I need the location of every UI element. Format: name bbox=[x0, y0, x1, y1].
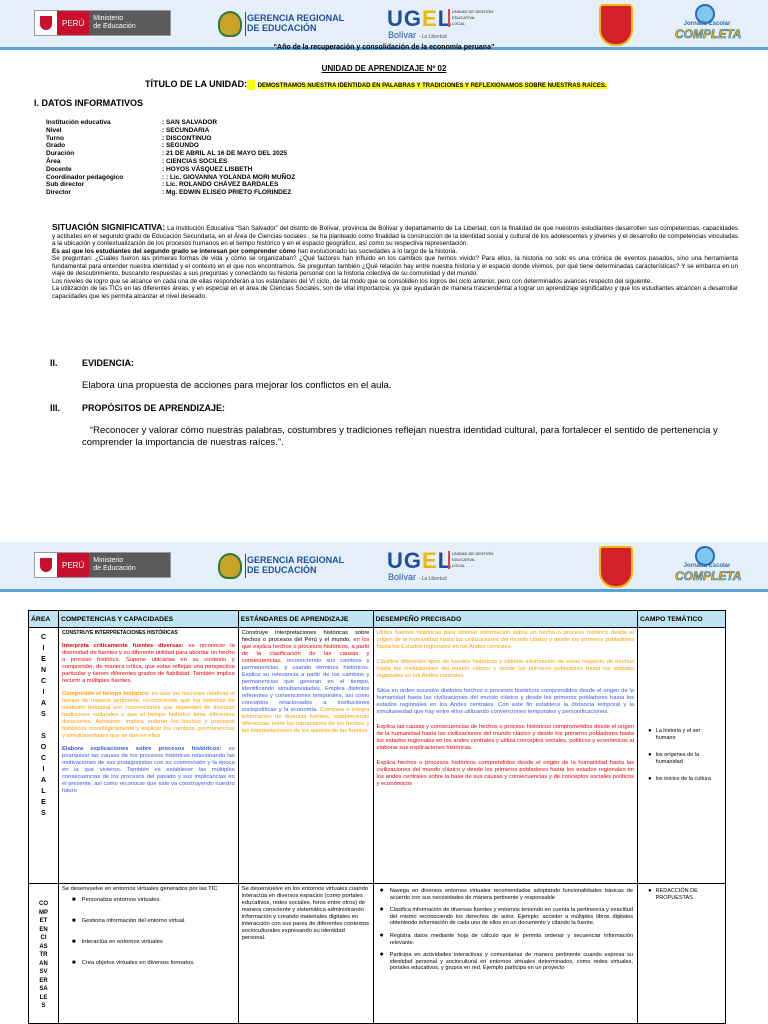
th-area: ÁREA bbox=[29, 611, 59, 628]
datos-informativos bbox=[46, 119, 295, 197]
desempeno-cell-2 bbox=[373, 884, 638, 1024]
jornada-completa-logo: Jornada Escolar COMPLETA bbox=[675, 546, 737, 588]
table-row bbox=[29, 628, 726, 884]
campo-tematico-item: ● los inicios de la cultura bbox=[648, 776, 719, 783]
datos-row bbox=[46, 119, 295, 127]
section-evidencia-num: II. bbox=[50, 358, 58, 368]
peru-shield-icon bbox=[35, 11, 57, 35]
desempeno-item: ● Navega en diversos entornos virtuales recomendados adoptando funcionalidades básicas de acuerdo con sus necesidades de manera pertinente y responsable bbox=[380, 888, 634, 901]
table-header-row bbox=[29, 611, 726, 628]
datos-row bbox=[46, 127, 295, 135]
desempeno-item: Explica las causas y consecuencias de hechos o proceso históricos comprometidos desde el origen de la humanidad hasta las civilizaciones del mundo clásico y desde los primeros pobladores hasta los estados regionales en los andes centrales y utiliza conceptos sociales, políticos y económicos al elaborar sus explicaciones históricas. bbox=[376, 724, 635, 751]
estandares-cell-2: Se desenvuelve en los entornos virtuales cuando interactúa en diversos espacios (como portales educativos, redes sociales, foros entre otros) de manera consciente y sistemática administrando información y creando materiales digitales en interacción con sus pares de diferentes contextos socioculturales expresando su identidad personal. bbox=[238, 884, 373, 1024]
desempeno-item: ● Participa en actividades interactivas y comunitarias de manera pertinente cuando expresa su identidad personal y sociocultural en entornos virtuales determinados, como redes virtuales, portales educativos, y grupos en red. Ejemplo participa en un proyecto bbox=[380, 952, 634, 972]
datos-row bbox=[46, 158, 295, 166]
datos-value: : SEGUNDO bbox=[162, 142, 199, 150]
datos-key: Duración bbox=[46, 150, 75, 158]
datos-row bbox=[46, 142, 295, 150]
datos-value: : SAN SALVADOR bbox=[162, 119, 218, 126]
datos-value: : CIENCIAS SOCILES bbox=[162, 157, 228, 165]
jornada-completa-logo: Jornada Escolar COMPLETA bbox=[675, 4, 737, 46]
th-competencias: COMPETENCIAS Y CAPACIDADES bbox=[58, 611, 238, 628]
capacidad-item: ■ Gestiona información del entorno virtual. bbox=[72, 918, 229, 925]
evidencia-text: Elabora una propuesta de acciones para mejorar los conflictos en el aula. bbox=[82, 380, 392, 391]
school-shield-icon bbox=[599, 546, 633, 588]
datos-value: : Mg. EDWIN ELISEO PRIETO FLORINDEZ bbox=[162, 189, 292, 197]
th-desempeno: DESEMPEÑO PRECISADO bbox=[373, 611, 638, 628]
datos-key: Institución educativa bbox=[46, 119, 111, 126]
datos-row bbox=[46, 181, 295, 189]
competencias-cell-2: Se desenvuelve en entornos virtuales generados por las TIC ■ Personaliza entornos virtuales. ■ Gestiona información del entorno virtual. ■ Interactúa en entornos virtuales ■ Crea objetos virtuales en diversos formatos. bbox=[58, 884, 238, 1024]
datos-key: Docente bbox=[46, 165, 72, 173]
datos-value: : DISCONTINUO bbox=[162, 134, 212, 142]
section-propositos-num: III. bbox=[50, 403, 61, 413]
matriz-competencias-table bbox=[28, 610, 726, 1024]
desempeno-item: Explica hechos o procesos históricos comprendidos desde el origen de la humanidad hasta las civilizaciones del mundo clásico y desde los primeros pobladores hasta los estados regionales en los andes centrales sobre la base de sus causas y consecuencias y de conceptos sociales políticos y económicos bbox=[376, 760, 635, 787]
school-shield-icon bbox=[599, 4, 633, 46]
th-estandares: ESTÁNDARES DE APRENDIZAJE bbox=[238, 611, 373, 628]
datos-key: Área bbox=[46, 157, 61, 165]
datos-row bbox=[46, 189, 295, 197]
section-propositos-heading: PROPÓSITOS DE APRENDIZAJE: bbox=[82, 403, 226, 413]
datos-value: : 21 DE ABRIL AL 16 DE MAYO DEL 2025 bbox=[162, 150, 287, 158]
section-datos-heading: I. DATOS INFORMATIVOS bbox=[34, 98, 144, 108]
campo-tematico-item: ● La historia y el ser humano bbox=[648, 728, 719, 742]
datos-key: Grado bbox=[46, 142, 66, 150]
table-row bbox=[29, 884, 726, 1024]
desempeno-item: Utiliza fuentes históricas para obtener información sobre un hecho o proceso histórico desde el origen de la humanidad hasta las civilizaciones del mundo clásico y desde los primeros pobladores hasta los Estados regionales en los Andes centrales. bbox=[376, 630, 635, 650]
datos-value: : HOYOS VÁSQUEZ LISBETH bbox=[162, 165, 253, 173]
ugel-logo: UGEL bbox=[387, 548, 453, 573]
th-campo: CAMPO TEMÁTICO bbox=[638, 611, 726, 628]
datos-key: Director bbox=[46, 189, 71, 197]
peru-shield-icon bbox=[35, 553, 57, 577]
unit-label: UNIDAD DE APRENDIZAJE Nº 02 bbox=[321, 64, 447, 73]
desempeno-item: ● Clasifica información de diversas fuentes y entornos teniendo en cuenta la pertinencia y exactitud del mismo reconociendo los derechos de autor. Ejemplo: acceder a múltiples libros digitales obteniendo información de cada uno de ellos en un documento y citando la fuente. bbox=[380, 907, 634, 927]
year-motto: “Año de la recuperación y consolidación de la economía peruana” bbox=[273, 44, 495, 51]
datos-value: : SECUNDARIA bbox=[162, 126, 210, 134]
area-cell: C I E N C I A S S O C I A L E S bbox=[29, 628, 59, 884]
propositos-text: “Reconocer y valorar cómo nuestras palabras, costumbres y tradiciones reflejan nuestra identidad cultural, para fortalecer el sentido de pertenencia y comprender la importancia de nuestras raíces.”. bbox=[82, 425, 718, 448]
desempeno-item: Clasifica diferentes tipos de fuentes históricas y obtiene información de estas respecto de hechos hasta las civilizaciones del mundo clásico y desde los primeros pobladores hasta los estados regionales en los Andes centrales. bbox=[376, 659, 635, 679]
datos-value: : : Lic. GIOVANNA YOLANDA MORI MUÑOZ bbox=[162, 173, 296, 181]
datos-row bbox=[46, 166, 295, 174]
competencias-cell: CONSTRUYE INTERPRETACIONES HISTÓRICAS Interpreta críticamente fuentes diversas: es reconocer la diversidad de fuentes y su diferente utilidad para abordar un hecho o proceso histórico. Supone ubicarlas en su contexto y comprender, de manera crítica, que estas reflejan una perspectiva particular y tienen diferentes grados de fiabilidad. También implica recurrir a múltiples fuentes. Comprende el tiempo histórico: es usar las nociones relativas al tiempo de manera pertinente, reconociendo que los sistemas de medición temporal son convenciones que dependen de diversas tradiciones culturales y que el tiempo histórico tiene diferentes duraciones. Asimismo, implica ordenar los hechos y procesos históricos cronológicamente y explicar los cambios, permanencias y simultaneidades que se dan en ellos. Elabora explicaciones sobre procesos históricos: es jerarquizar las causas de los procesos históricos relacionando las motivaciones de sus protagonistas con su cosmovisión y la época en la que vivieron. También es establecer las múltiples consecuencias de los procesos del pasado y sus implicancias en el presente, así como reconocer que este va construyendo nuestro futuro bbox=[58, 628, 238, 884]
regional-emblem-icon bbox=[218, 553, 242, 579]
page2-header-banner: PERÚ Ministerio de Educación GERENCIA REGIONAL DE EDUCACIÓN UGEL Bolívar - La Libertad UNIDAD DE GESTIÓN EDUCATIVA LOCAL Jornada Escolar COMPLETA bbox=[0, 542, 768, 592]
peru-minedu-logo: PERÚ Ministerio de Educación bbox=[34, 10, 171, 36]
gerencia-logo-text: GERENCIA REGIONAL DE EDUCACIÓN bbox=[247, 555, 345, 575]
datos-row bbox=[46, 135, 295, 143]
datos-key: Turno bbox=[46, 134, 64, 142]
section-evidencia-heading: EVIDENCIA: bbox=[82, 358, 135, 368]
page-header-banner: PERÚ Ministerio de Educación GERENCIA REGIONAL DE EDUCACIÓN UGEL Bolívar - La Libertad UNIDAD DE GESTIÓN EDUCATIVA LOCAL Jornada Escolar COMPLETA bbox=[0, 0, 768, 50]
desempeno-item: ● Registra datos mediante hoja de cálculo que le permita ordenar y secuenciar información relevante. bbox=[380, 933, 634, 946]
unit-title: TÍTULO DE LA UNIDAD: DEMOSTRAMOS NUESTRA IDENTIDAD EN PALABRAS Y TRADICIONES Y REFLEXIONAMOS SOBRE NUESTRAS RAÍCES. bbox=[145, 79, 607, 89]
regional-emblem-icon bbox=[218, 11, 242, 37]
gerencia-logo-text: GERENCIA REGIONAL DE EDUCACIÓN bbox=[247, 13, 345, 33]
campo-tematico-item: ● los orígenes de la humanidad bbox=[648, 752, 719, 766]
capacidad-item: ■ Personaliza entornos virtuales. bbox=[72, 897, 229, 904]
situacion-significativa: SITUACIÓN SIGNIFICATIVA: La Institución Educativa “San Salvador” del distrito de Bolívar, provincia de Bolívar y departamento de La Libertad, con la finalidad de que nuestros estudiantes desarrollen sus competencias, capacidades y actitudes en el segundo grado de Educación Secundaria, en el Área de Ciencias sociales , se ha planteado como finalidad la construcción de la identidad social y cultural de los adolescentes y jóvenes y el desarrollo de competencias vinculadas a la ubicación y contextualización de los procesos humanos en el tiempo histórico y en el espacio geográfico, así como su respectiva representación. Es así que los estudiantes del segundo grado se interesan por comprender cómo han evolucionado las sociedades a lo largo de la historia. Se preguntan: ¿Cuáles fueron las primeras formas de vida y cómo se organizaban? ¿Qué factores han influido en los cambios que hemos vivido? Para ellos, la historia no solo es una crónica de eventos pasados, sino una herramienta fundamental para entender nuestra identidad y el contexto en el que nos encontramos. Se preguntan también ¿Qué relación hay entre nuestra historia y el espacio donde vivimos, por qué tiene determinadas características? Y se embarca en un viaje de descubrimiento, buscando respuestas a sus preguntas y conectando su historia personal con la historia colectiva de su comunidad y del mundo. Los niveles de logro que se alcance en cada una de ellas responderán a los estándares del VI ciclo, de tal modo que se consoliden los logros del ciclo anterior, pero con determinados avances respecto del siguiente. La utilización de las TICs en las diferentes áreas, y en especial en el área de Ciencias Sociales, son de vital importancia, ya que ayudarán de manera trascendental a lograr un aprendizaje significativo y que los estudiantes alcancen a desarrollar capacidades que les permita alcanzar el nivel deseado. bbox=[52, 222, 739, 300]
desempeno-item: Sitúa en orden sucesivo distintos hechos o procesos históricos comprendidos desde el origen de la humanidad hasta las civilizaciones del mundo clásico y desde los primeros pobladores hasta los estados regionales en los Andes centrales. Con este fin establece la distancia temporal y la simultaneidad que hay entre ellos utilizando convenciones temporales y personificaciones. bbox=[376, 688, 635, 715]
capacidad-item: ■ Interactúa en entornos virtuales bbox=[72, 939, 229, 946]
capacidad-item: ■ Crea objetos virtuales en diversos formatos. bbox=[72, 960, 229, 967]
desempeno-cell bbox=[373, 628, 638, 884]
campo-tematico-item: ● REDACCIÓN DE PROPUESTAS bbox=[648, 888, 719, 902]
datos-value: : Lic. ROLANDO CHÁVEZ BARDALES bbox=[162, 181, 279, 189]
datos-key: Sub director bbox=[46, 181, 85, 189]
datos-key: Coordinador pedagógico bbox=[46, 173, 124, 181]
campo-tematico-cell-2 bbox=[638, 884, 726, 1024]
campo-tematico-cell bbox=[638, 628, 726, 884]
ugel-logo: UGEL bbox=[387, 6, 453, 31]
estandares-cell: Construye interpretaciones históricas sobre hechos o procesos del Perú y el mundo, en los que explica hechos o procesos históricos, a partir de la clasificación de las causas y consecuencias, reconociendo sus cambios y permanencias, y usando términos históricos. Explica su relevancia a partir de los cambios y permanencias que generan en el tiempo, identificando simultaneidades. Emplea distintos referentes y convenciones temporales, así como conceptos relacionados a instituciones sociopolíticas y la economía. Compara e integra información de diversas fuentes, estableciendo diferencias entre las narraciones de los hechos y las interpretaciones de los autores de las fuentes. bbox=[238, 628, 373, 884]
area-cell-2: CO MP ET EN CI AS TR AN SV ER SA LE S bbox=[29, 884, 59, 1024]
peru-minedu-logo: PERÚ Ministerio de Educación bbox=[34, 552, 171, 578]
datos-row bbox=[46, 150, 295, 158]
datos-key: Nivel bbox=[46, 126, 62, 134]
